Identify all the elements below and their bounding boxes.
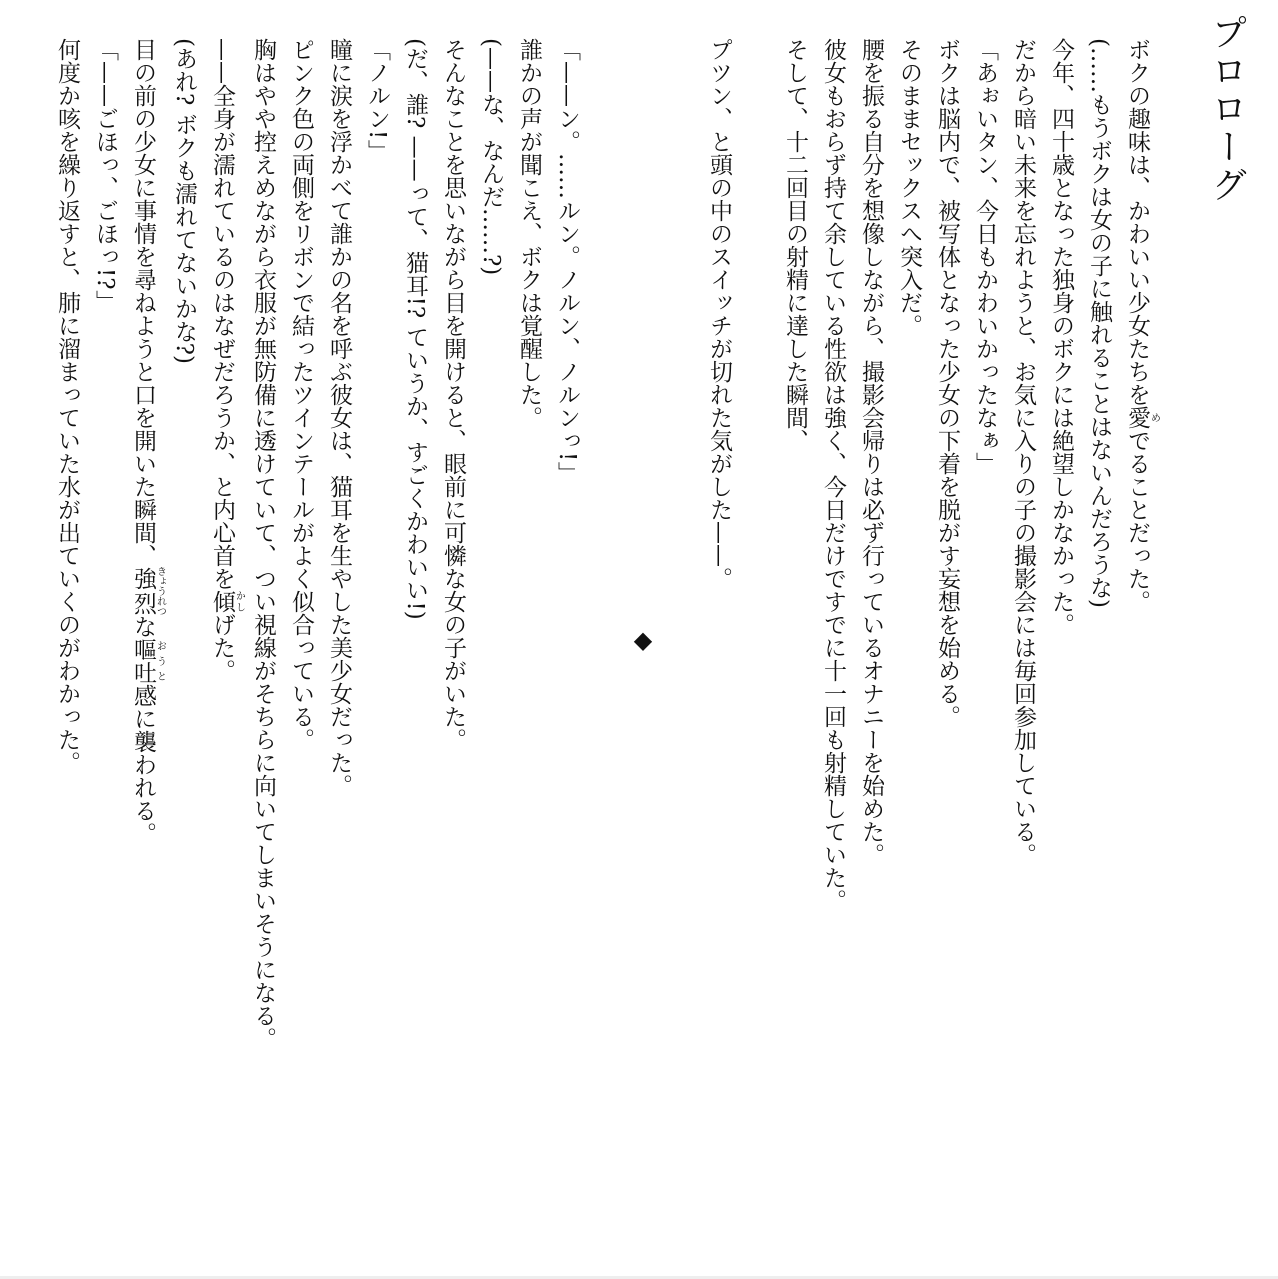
paragraph: 「ノルン!」 bbox=[364, 38, 390, 163]
text-run: な bbox=[130, 615, 156, 638]
paragraph: 胸はやや控えめながら衣服が無防備に透けていて、つい視線がそちらに向いてしまいそうになる。 bbox=[250, 38, 276, 1050]
ruby-annotation: 強烈きょうれつ bbox=[130, 566, 166, 616]
text-run: ボクの趣味は、かわいい少女たちを bbox=[1124, 38, 1150, 406]
ruby-reading: め bbox=[1148, 406, 1160, 429]
text-run: ——全身が濡れているのはなぜだろうか、と内心首を bbox=[209, 38, 235, 590]
paragraph: ボクは脳内で、被写体となった少女の下着を脱がす妄想を始める。 bbox=[934, 38, 960, 728]
paragraph: 今年、四十歳となった独身のボクには絶望しかなかった。 bbox=[1048, 38, 1074, 636]
text-run: 感に襲われる。 bbox=[130, 684, 156, 845]
paragraph bbox=[203, 38, 244, 1242]
body-text bbox=[48, 38, 1159, 1242]
text-run: 目の前の少女に事情を尋ねようと口を開いた瞬間、 bbox=[130, 38, 156, 567]
chapter-title: プロローグ bbox=[1206, 14, 1247, 204]
paragraph: 何度か咳を繰り返すと、肺に溜まっていた水が出ていくのがわかった。 bbox=[54, 38, 80, 774]
paragraph: だから暗い未来を忘れようと、お気に入りの子の撮影会には毎回参加している。 bbox=[1010, 38, 1036, 866]
paragraph: そして、十二回目の射精に達した瞬間、 bbox=[782, 38, 808, 452]
paragraph: 瞳に涙を浮かべて誰かの名を呼ぶ彼女は、猫耳を生やした美少女だった。 bbox=[326, 38, 352, 797]
text-run: げた。 bbox=[209, 613, 235, 682]
section-separator-diamond: ◆ bbox=[629, 626, 657, 654]
paragraph: 「あぉいタン、今日もかわいかったなぁ」 bbox=[972, 38, 998, 475]
paragraph: (——な、なんだ……?) bbox=[478, 38, 504, 276]
ruby-annotation: 傾かし bbox=[209, 590, 245, 613]
paragraph: そんなことを思いながら目を開けると、眼前に可憐な女の子がいた。 bbox=[440, 38, 466, 751]
paragraph bbox=[124, 38, 165, 1242]
ruby-reading: かし bbox=[233, 590, 245, 613]
paragraph: (だ、誰? ——って、猫耳!? ていうか、すごくかわいい!) bbox=[402, 38, 428, 620]
paragraph: (……もうボクは女の子に触れることはないんだろうな) bbox=[1086, 38, 1112, 608]
ruby-reading: きょうれつ bbox=[154, 566, 166, 616]
ruby-annotation: 愛め bbox=[1124, 406, 1160, 429]
paragraph: そのままセックスへ突入だ。 bbox=[896, 38, 922, 337]
blank-line bbox=[738, 38, 776, 1242]
paragraph: 「——ン。……ルン。ノルン、ノルンっ!」 bbox=[554, 38, 580, 485]
paragraph: ピンク色の両側をリボンで結ったツインテールがよく似合っている。 bbox=[288, 38, 314, 751]
paragraph: 彼女もおらず持て余している性欲は強く、今日だけですでに十一回も射精していた。 bbox=[820, 38, 846, 912]
paragraph: (あれ? ボクも濡れてないかな?) bbox=[171, 38, 197, 364]
text-run: でることだった。 bbox=[1124, 429, 1150, 613]
paragraph: プツン、と頭の中のスイッチが切れた気がした——。 bbox=[706, 38, 732, 590]
blank-line bbox=[586, 38, 624, 1242]
paragraph: 「——ごほっ、ごほっ!?」 bbox=[92, 38, 118, 313]
paragraph: 腰を振る自分を想像しながら、撮影会帰りは必ず行っているオナニーを始めた。 bbox=[858, 38, 884, 866]
paragraph bbox=[1118, 38, 1159, 1242]
paragraph: 誰かの声が聞こえ、ボクは覚醒した。 bbox=[516, 38, 542, 429]
blank-line bbox=[662, 38, 700, 1242]
ruby-reading: おうと bbox=[154, 638, 166, 684]
ruby-annotation: 嘔吐おうと bbox=[130, 638, 166, 684]
